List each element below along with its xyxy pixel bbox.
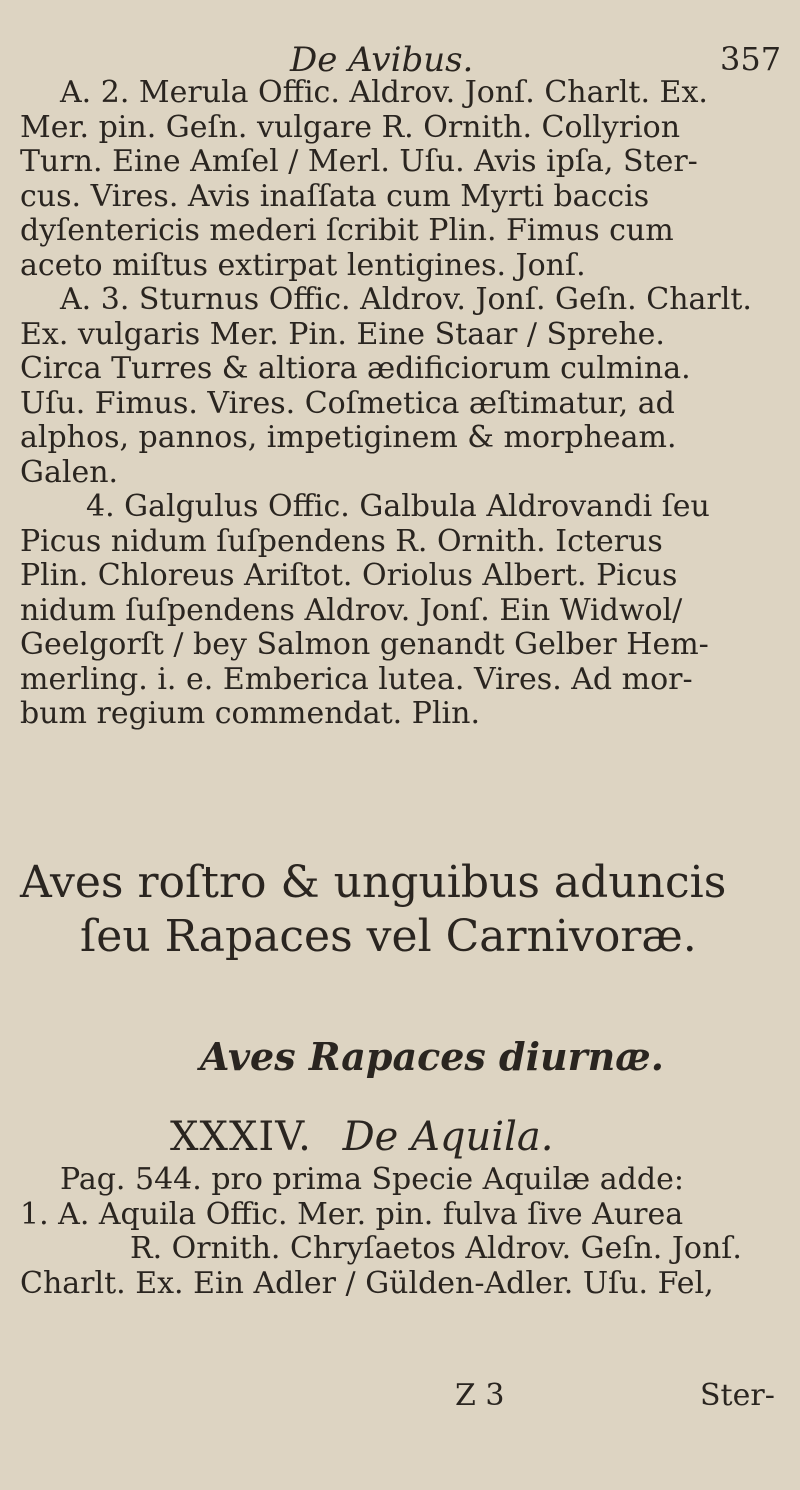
- text-line: Pag. 544. pro prima Specie Aquilæ adde:: [60, 1162, 684, 1197]
- text-line: alphos, pannos, impetiginem & morpheam.: [20, 420, 677, 455]
- paragraph-sturnus: [20, 283, 795, 490]
- text-line: aceto miſtus extirpat lentigines. Jonſ.: [20, 247, 586, 283]
- running-title: De Avibus.: [290, 40, 474, 80]
- text-line: Turn. Eine Amſel / Merl. Uſu. Avis ipſa, Ster-: [20, 144, 698, 179]
- signature-mark: Z 3: [455, 1378, 505, 1413]
- chapter-title: [170, 1114, 553, 1160]
- section-heading-line: Aves roſtro & unguibus aduncis: [20, 857, 727, 908]
- body-text: [20, 76, 795, 732]
- text-line: 4. Galgulus Offic. Galbula Aldrovandi ſeu: [86, 490, 710, 524]
- text-line: Plin. Chloreus Ariſtot. Oriolus Albert. Picus: [20, 558, 678, 593]
- chapter-name: De Aquila.: [342, 1114, 554, 1160]
- paragraph-merula: [20, 76, 795, 283]
- text-line: A. 3. Sturnus Offic. Aldrov. Jonſ. Geſn. Charlt.: [60, 283, 752, 317]
- section-heading: [20, 856, 795, 964]
- text-line: 1. A. Aquila Offic. Mer. pin. fulva ſive Aurea: [20, 1196, 684, 1232]
- text-line: Ex. vulgaris Mer. Pin. Eine Staar / Sprehe.: [20, 316, 665, 352]
- text-line: merling. i. e. Emberica lutea. Vires. Ad mor-: [20, 661, 693, 697]
- section-heading-line: ſeu Rapaces vel Carnivoræ.: [80, 911, 697, 962]
- paragraph-galgulus: [20, 490, 795, 732]
- page-header: [0, 40, 800, 80]
- text-line: cus. Vires. Avis inaſſata cum Myrti baccis: [20, 178, 650, 214]
- text-line: Uſu. Fimus. Vires. Coſmetica æſtimatur, ad: [20, 385, 675, 421]
- chapter-number: XXXIV.: [170, 1114, 312, 1160]
- sub-heading: Aves Rapaces diurnæ.: [200, 1034, 664, 1079]
- text-line: nidum ſuſpendens Aldrov. Jonſ. Ein Widwol/: [20, 592, 683, 628]
- page-number: 357: [720, 40, 782, 78]
- page-footer: [0, 1378, 800, 1418]
- text-line: Galen.: [20, 454, 119, 490]
- text-line: R. Ornith. Chryſaetos Aldrov. Geſn. Jonſ.: [130, 1231, 742, 1266]
- text-line: A. 2. Merula Offic. Aldrov. Jonſ. Charlt. Ex.: [60, 76, 708, 110]
- text-line: bum regium commendat. Plin.: [20, 696, 480, 731]
- text-line: Circa Turres & altiora ædificiorum culmina.: [20, 351, 691, 386]
- catchword: Ster-: [700, 1378, 775, 1413]
- text-line: Charlt. Ex. Ein Adler / Gülden-Adler. Uſu. Fel,: [20, 1265, 714, 1301]
- text-line: Picus nidum ſuſpendens R. Ornith. Icterus: [20, 523, 663, 559]
- text-line: Geelgorſt / bey Salmon genandt Gelber Hem-: [20, 627, 709, 662]
- paragraph-aquila: [20, 1162, 795, 1300]
- text-line: dyſentericis mederi ſcribit Plin. Fimus cum: [20, 213, 674, 248]
- text-line: Mer. pin. Geſn. vulgare R. Ornith. Collyrion: [20, 109, 681, 145]
